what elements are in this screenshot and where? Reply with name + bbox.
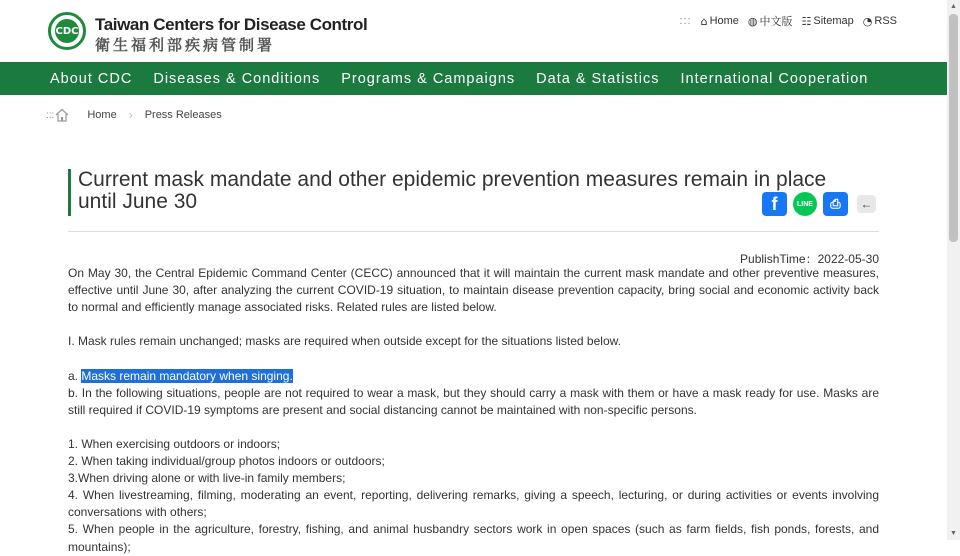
top-link-sitemap[interactable]	[802, 15, 854, 28]
chevron-right-icon: ›	[128, 108, 133, 122]
top-links	[679, 13, 897, 29]
line-share-button[interactable]	[793, 192, 817, 216]
nav-item-about-cdc[interactable]: About CDC	[50, 70, 133, 87]
sitemap-icon: ☷	[801, 14, 812, 28]
nav-item-programs-campaigns[interactable]: Programs & Campaigns	[341, 70, 516, 87]
publish-time-value: 2022-05-30	[817, 252, 879, 266]
breadcrumb	[46, 108, 222, 122]
back-button[interactable]	[857, 195, 876, 213]
article-paragraph: On May 30, the Central Epidemic Command Center (CECC) announced that it will maintain the current mask mandate and other preventive measures, effective until June 30, after analyzing the current COVID-19 situation, to maintain disease prevention capacity, bring social and economic activity back to normal and efficiently manage associated risks. Related rules are listed below.	[68, 266, 879, 315]
home-icon	[55, 108, 69, 122]
site-header	[0, 0, 947, 62]
line-icon: LINE	[797, 200, 813, 208]
share-toolbar	[762, 192, 876, 216]
rss-icon: ◔	[862, 14, 873, 28]
list-item: 4. When livestreaming, filming, moderating an event, reporting, delivering remarks, giving a speech, lecturing, or during activities or events involving conversations with others;	[68, 488, 879, 520]
title-divider	[68, 231, 879, 232]
globe-icon: ◍	[747, 14, 758, 28]
site-name-chinese[interactable]: 衛生福利部疾病管制署	[95, 36, 276, 54]
publish-time-label: PublishTime：	[740, 252, 818, 266]
accesskey-dots[interactable]: :::	[679, 15, 692, 27]
rule-item-a-prefix: a.	[68, 368, 82, 383]
breadcrumb-current[interactable]: Press Releases	[144, 109, 222, 121]
article-body	[68, 265, 879, 556]
nav-item-diseases-conditions[interactable]: Diseases & Conditions	[153, 70, 321, 87]
top-link-chinese[interactable]	[748, 13, 793, 29]
list-item: 2. When taking individual/group photos indoors or outdoors;	[68, 454, 385, 469]
cdc-logo-icon[interactable]	[48, 12, 86, 50]
scrollbar[interactable]	[947, 0, 960, 540]
arrow-left-icon: ←	[860, 197, 873, 211]
logo-mark: CDC	[55, 19, 79, 43]
scroll-up-icon[interactable]: ▲	[950, 3, 957, 10]
article-paragraph: I. Mask rules remain unchanged; masks are required when outside except for the situations listed below.	[68, 334, 621, 349]
home-icon: ⌂	[700, 14, 708, 28]
rule-item-a	[68, 368, 879, 385]
rule-item-b: b. In the following situations, people are not required to wear a mask, but they should carry a mask with them or have a mask ready for use. Masks are still required if COVID-19 symptoms are present and social distancing cannot be maintained with non-specific persons.	[68, 385, 879, 417]
nav-item-international-cooperation[interactable]: International Cooperation	[680, 70, 869, 87]
breadcrumb-home[interactable]: Home	[87, 109, 117, 121]
scroll-down-icon[interactable]: ▼	[950, 530, 957, 537]
print-button[interactable]	[823, 192, 848, 216]
list-item: 3.When driving alone or with live-in family members;	[68, 471, 346, 486]
top-link-rss[interactable]	[863, 15, 897, 28]
top-link-sitemap-label: Sitemap	[813, 15, 854, 27]
facebook-icon: f	[771, 193, 778, 214]
nav-item-data-statistics[interactable]: Data & Statistics	[536, 70, 660, 87]
selected-text[interactable]: Masks remain mandatory when singing.	[81, 368, 293, 383]
top-link-home-label: Home	[709, 15, 739, 27]
page-title: Current mask mandate and other epidemic prevention measures remain in place until June 30	[78, 168, 827, 213]
printer-icon: ⎙	[830, 196, 841, 211]
title-accent-bar	[68, 169, 71, 216]
list-item: 5. When people in the agriculture, forestry, fishing, and animal husbandry sectors work in open spaces (such as farm fields, fish ponds, forests, and mountains);	[68, 522, 879, 554]
breadcrumb-accesskey[interactable]: :::	[46, 109, 55, 121]
top-link-chinese-label: 中文版	[759, 16, 793, 28]
list-item: 1. When exercising outdoors or indoors;	[68, 436, 281, 451]
top-link-home[interactable]	[701, 15, 739, 28]
main-nav	[0, 62, 947, 95]
scrollbar-thumb[interactable]	[949, 14, 958, 242]
site-name-english[interactable]: Taiwan Centers for Disease Control	[95, 15, 368, 34]
facebook-share-button[interactable]	[762, 192, 787, 216]
top-link-rss-label: RSS	[874, 15, 897, 27]
